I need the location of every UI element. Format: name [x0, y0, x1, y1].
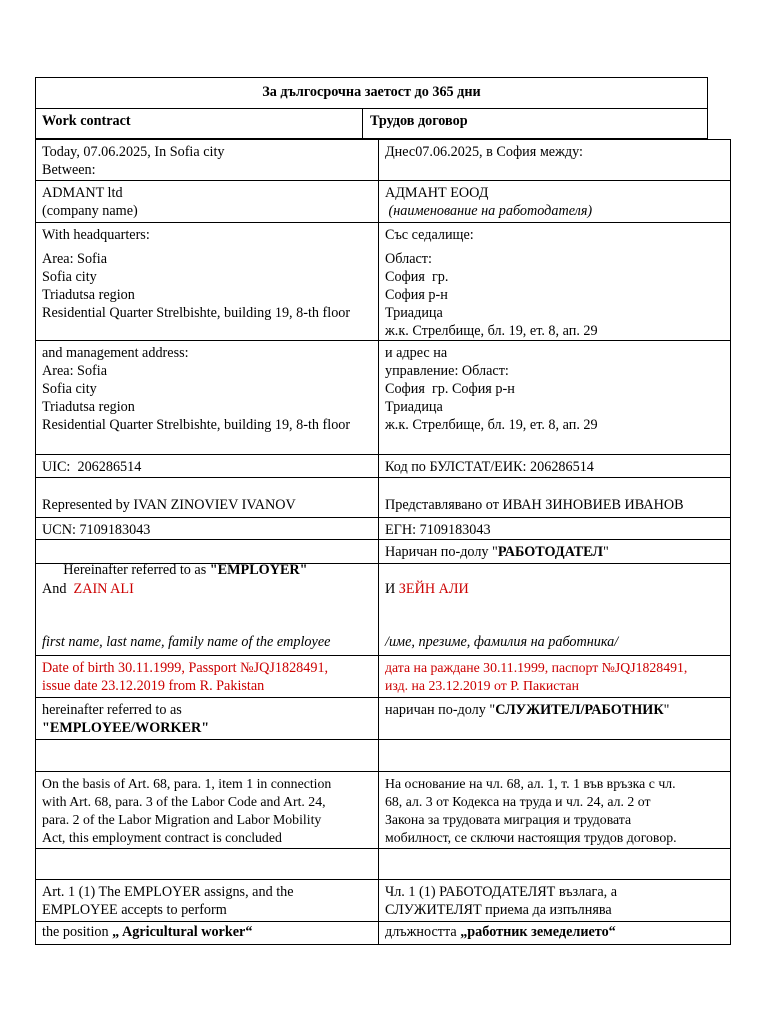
headquarters-en-title: With headquarters:	[42, 227, 150, 243]
headquarters-bg-area: Област:	[385, 251, 432, 267]
management-bg-area: управление: Област:	[385, 363, 509, 379]
management-bg-city: София гр. София р-н	[385, 381, 515, 397]
management-en-address: Residential Quarter Strelbishte, building 19, 8-th floor	[42, 417, 351, 433]
ucn-en: UCN: 7109183043	[42, 522, 151, 538]
art1-en-line-1: Art. 1 (1) The EMPLOYER assigns, and the	[42, 884, 294, 900]
headquarters-bg-region: Триадица	[385, 305, 443, 321]
empty-row-2-bg	[378, 849, 731, 880]
management-bg-title: и адрес на	[385, 345, 448, 361]
ucn-bg-cell	[378, 518, 731, 540]
document-title: За дългосрочна заетост до 365 дни	[262, 84, 481, 100]
employer-ref-en-cell	[35, 540, 379, 578]
management-bg-cell	[378, 341, 731, 455]
date-en-cell	[35, 139, 379, 181]
headquarters-en-city: Sofia city	[42, 269, 97, 285]
represented-bg: Представлявано от ИВАН ЗИНОВИЕВ ИВАНОВ	[385, 497, 684, 513]
company-bg-cell	[378, 181, 731, 223]
represented-en-cell	[35, 493, 379, 518]
header-bg: Трудов договор	[370, 113, 468, 129]
headquarters-bg-district: София р-н	[385, 287, 448, 303]
company-bg-caption: (наименование на работодателя)	[385, 203, 593, 219]
company-en-cell	[35, 181, 379, 223]
basis-en-line-4: Act, this employment contract is concluded	[42, 830, 282, 845]
birth-bg-line-1: дата на раждане 30.11.1999, паспорт №JQJ1828491,	[385, 660, 688, 675]
employee-en-caption: first name, last name, family name of the employee	[42, 634, 331, 650]
birth-en-cell	[35, 656, 379, 698]
represented-bg-cell	[378, 493, 731, 518]
title-cell	[35, 77, 708, 109]
art1-bg-line-2: СЛУЖИТЕЛЯТ приема да изпълнява	[385, 902, 612, 918]
birth-bg-cell	[378, 656, 731, 698]
art1-en-line-2: EMPLOYEE accepts to perform	[42, 902, 227, 918]
birth-bg-line-2: изд. на 23.12.2019 от Р. Пакистан	[385, 678, 580, 693]
date-en-line-2: Between:	[42, 162, 96, 178]
header-bg-cell	[362, 108, 708, 139]
basis-bg-line-1: На основание на чл. 68, ал. 1, т. 1 във връзка с чл.	[385, 776, 676, 791]
company-en-caption: (company name)	[42, 203, 138, 219]
basis-bg-line-4: мобилност, се сключи настоящия трудов договор.	[385, 830, 677, 845]
employee-bg-cell	[378, 564, 731, 656]
headquarters-en-cell	[35, 223, 379, 341]
employee-en-cell	[35, 564, 379, 656]
date-bg-cell	[378, 139, 731, 181]
basis-en-line-1: On the basis of Art. 68, para. 1, item 1 in connection	[42, 776, 332, 791]
position-bg-cell	[378, 922, 731, 945]
employee-bg-name: ЗЕЙН АЛИ	[398, 581, 469, 597]
management-bg-region: Триадица	[385, 399, 443, 415]
art1-bg-cell	[378, 880, 731, 922]
headquarters-en-region: Triadutsa region	[42, 287, 135, 303]
management-en-region: Triadutsa region	[42, 399, 135, 415]
headquarters-en-address: Residential Quarter Strelbishte, building 19, 8-th floor	[42, 305, 351, 321]
basis-en-cell	[35, 772, 379, 849]
position-bg-title: „работник земеделието“	[460, 924, 616, 940]
basis-en-line-2: with Art. 68, para. 3 of the Labor Code and Art. 24,	[42, 794, 326, 809]
employee-ref-bg-suffix: "	[663, 702, 670, 718]
ucn-en-cell	[35, 518, 379, 540]
row-divider	[35, 477, 731, 478]
management-en-area: Area: Sofia	[42, 363, 108, 379]
position-en-prefix: the position	[42, 924, 113, 940]
employee-ref-bg-term: СЛУЖИТЕЛ/РАБОТНИК	[495, 702, 664, 718]
employer-ref-en-prefix: Hereinafter referred to as	[63, 562, 210, 578]
employee-ref-en-cell	[35, 698, 379, 740]
header-en: Work contract	[42, 113, 131, 129]
company-bg-name: АДМАНТ ЕООД	[385, 185, 489, 201]
employee-ref-en-line-1: hereinafter referred to as	[42, 702, 182, 718]
empty-row-2-en	[35, 849, 379, 880]
employee-en-prefix: And	[42, 581, 74, 597]
basis-en-line-3: para. 2 of the Labor Migration and Labor Mobility	[42, 812, 322, 827]
management-en-cell	[35, 341, 379, 455]
management-en-city: Sofia city	[42, 381, 97, 397]
position-en-cell	[35, 922, 379, 945]
employee-bg-prefix: И	[385, 581, 399, 597]
employer-ref-bg-prefix: Наричан по-долу "	[385, 544, 498, 560]
employee-ref-bg-prefix: наричан по-долу "	[385, 702, 496, 718]
headquarters-bg-cell	[378, 223, 731, 341]
uic-bg: Код по БУЛСТАТ/ЕИК: 206286514	[385, 459, 594, 475]
art1-en-cell	[35, 880, 379, 922]
employer-ref-bg-term: РАБОТОДАТЕЛ	[497, 544, 603, 560]
empty-row-1-bg	[378, 740, 731, 772]
employee-ref-bg-cell	[378, 698, 731, 740]
headquarters-bg-address: ж.к. Стрелбище, бл. 19, ет. 8, ап. 29	[385, 323, 598, 339]
management-bg-address: ж.к. Стрелбище, бл. 19, ет. 8, ап. 29	[385, 417, 598, 433]
basis-bg-cell	[378, 772, 731, 849]
uic-en: UIC: 206286514	[42, 459, 142, 475]
art1-bg-line-1: Чл. 1 (1) РАБОТОДАТЕЛЯТ възлага, а	[385, 884, 618, 900]
management-en-title: and management address:	[42, 345, 189, 361]
position-bg-prefix: длъжността	[385, 924, 461, 940]
date-en-line-1: Today, 07.06.2025, In Sofia city	[42, 144, 225, 160]
birth-en-line-2: issue date 23.12.2019 from R. Pakistan	[42, 678, 265, 694]
empty-row-1-en	[35, 740, 379, 772]
position-en-title: „ Agricultural worker“	[112, 924, 253, 940]
represented-en: Represented by IVAN ZINOVIEV IVANOV	[42, 497, 296, 513]
birth-en-line-1: Date of birth 30.11.1999, Passport №JQJ1828491,	[42, 660, 329, 676]
employee-ref-en-term: "EMPLOYEE/WORKER"	[42, 720, 210, 736]
employee-bg-caption: /име, презиме, фамилия на работника/	[385, 634, 619, 650]
basis-bg-line-3: Закона за трудовата миграция и трудовата	[385, 812, 632, 827]
headquarters-en-area: Area: Sofia	[42, 251, 108, 267]
date-bg-line-1: Днес07.06.2025, в София между:	[385, 144, 583, 160]
headquarters-bg-title: Със седалище:	[385, 227, 474, 243]
employer-ref-bg-suffix: "	[602, 544, 609, 560]
employee-en-name: ZAIN ALI	[73, 581, 134, 597]
ucn-bg: ЕГН: 7109183043	[385, 522, 491, 538]
header-en-cell	[35, 108, 363, 139]
company-en-name: ADMANT ltd	[42, 185, 123, 201]
basis-bg-line-2: 68, ал. 3 от Кодекса на труда и чл. 24, ал. 2 от	[385, 794, 651, 809]
headquarters-bg-city: София гр.	[385, 269, 449, 285]
employer-ref-bg-cell	[378, 540, 731, 564]
employer-ref-en-term: "EMPLOYER"	[209, 562, 308, 578]
